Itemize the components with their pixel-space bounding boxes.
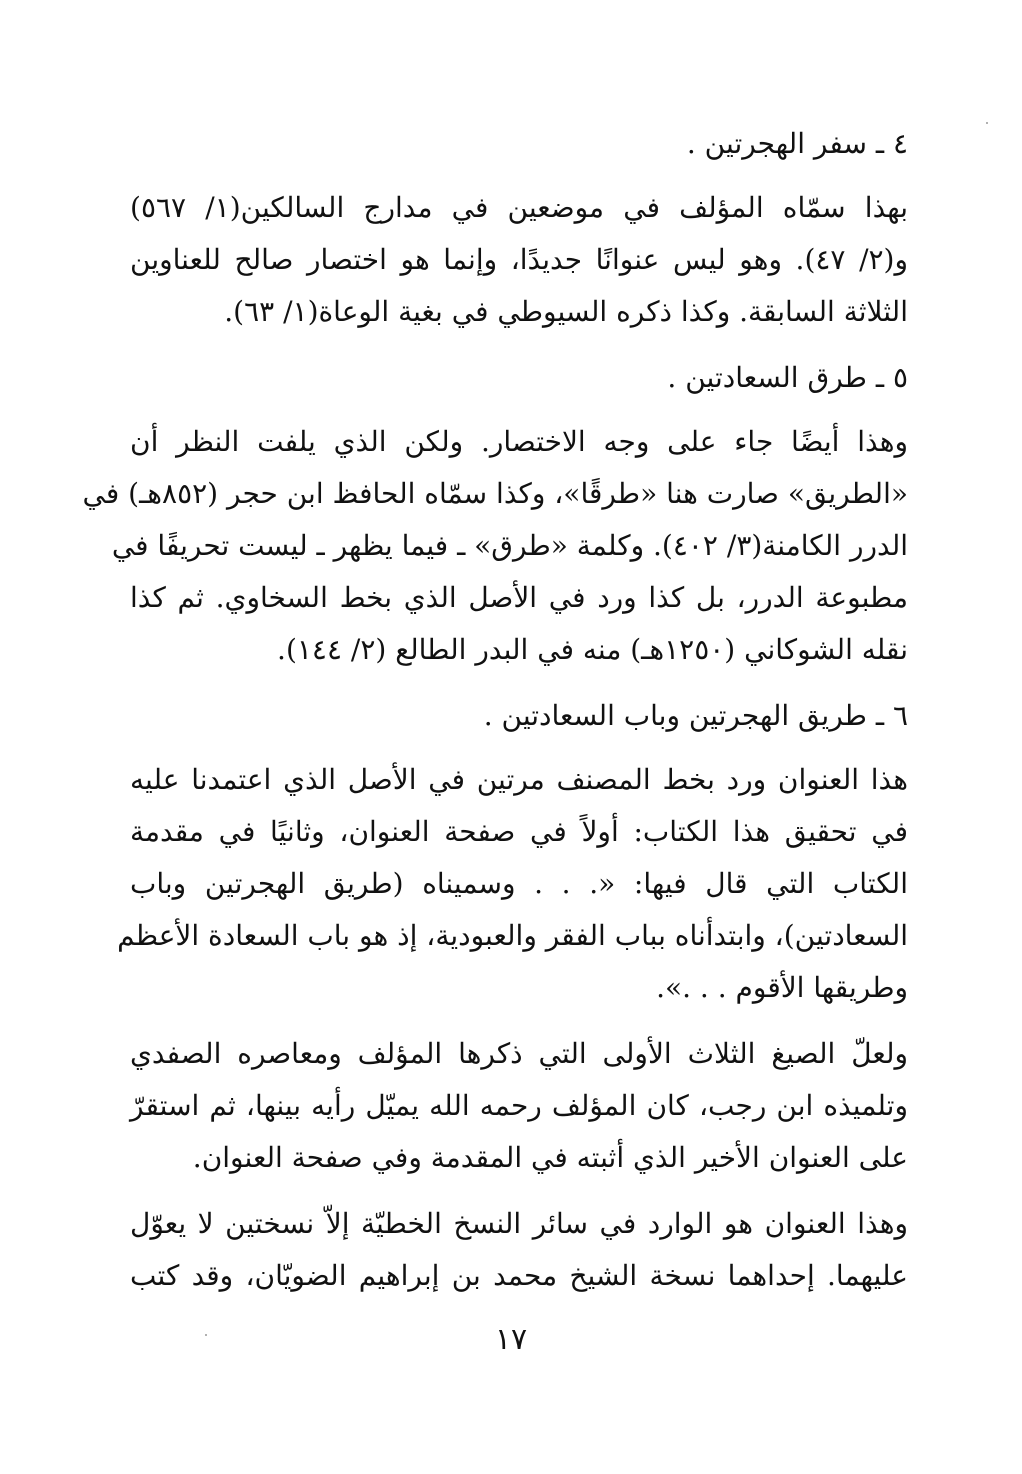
text-line: نقله الشوكاني (١٢٥٠هـ) منه في البدر الطالع (٢/ ١٤٤). [277,633,908,666]
text-line: و(٢/ ٤٧). وهو ليس عنوانًا جديدًا، وإنما هو اختصار صالح للعناوين [130,243,908,276]
text-line: وتلميذه ابن رجب، كان المؤلف رحمه الله يميّل رأيه بينها، ثم استقرّ [130,1089,908,1122]
paragraph [130,182,908,338]
text-line: عليهما. إحداهما نسخة الشيخ محمد بن إبراهيم الضويّان، وقد كتب [130,1259,908,1292]
paragraph [117,754,908,1014]
section-4 [130,118,908,338]
scan-speck [986,122,988,124]
paragraph [130,1198,908,1302]
text-line: على العنوان الأخير الذي أثبته في المقدمة وفي صفحة العنوان. [192,1141,908,1174]
text-line: بهذا سمّاه المؤلف في موضعين في مدارج السالكين(١/ ٥٦٧) [130,191,908,224]
text-line: مطبوعة الدرر، بل كذا ورد في الأصل الذي بخط السخاوي. ثم كذا [130,581,908,614]
text-line: «الطريق» صارت هنا «طرقًا»، وكذا سمّاه الحافظ ابن حجر (٨٥٢هـ) في [82,477,908,510]
text-line: الكتاب التي قال فيها: «. . . وسميناه (طريق الهجرتين وباب [130,867,908,900]
section-heading: ٦ ـ طريق الهجرتين وباب السعادتين . [483,699,908,732]
section-6 [117,690,908,1302]
text-line: وهذا العنوان هو الوارد في سائر النسخ الخطيّة إلاّ نسختين لا يعوّل [130,1207,908,1240]
paragraph [82,416,908,676]
text-line: وطريقها الأقوم . . .». [656,971,908,1004]
text-line: الثلاثة السابقة. وكذا ذكره السيوطي في بغية الوعاة(١/ ٦٣). [224,295,908,328]
scan-speck [205,1334,207,1336]
paragraph [130,1028,908,1184]
page-number: ١٧ [494,1322,528,1357]
text-line: ولعلّ الصيغ الثلاث الأولى التي ذكرها المؤلف ومعاصره الصفدي [130,1037,908,1070]
page-body [82,118,908,1316]
section-heading: ٤ ـ سفر الهجرتين . [686,127,908,160]
text-line: السعادتين)، وابتدأناه بباب الفقر والعبودية، إذ هو باب السعادة الأعظم [117,919,908,952]
text-line: في تحقيق هذا الكتاب: أولاً في صفحة العنوان، وثانيًا في مقدمة [130,815,908,848]
section-5 [82,352,908,676]
section-heading: ٥ ـ طرق السعادتين . [667,361,908,394]
text-line: وهذا أيضًا جاء على وجه الاختصار. ولكن الذي يلفت النظر أن [130,425,908,458]
text-line: هذا العنوان ورد بخط المصنف مرتين في الأصل الذي اعتمدنا عليه [130,763,908,796]
text-line: الدرر الكامنة(٣/ ٤٠٢). وكلمة «طرق» ـ فيما يظهر ـ ليست تحريفًا في [111,529,908,562]
